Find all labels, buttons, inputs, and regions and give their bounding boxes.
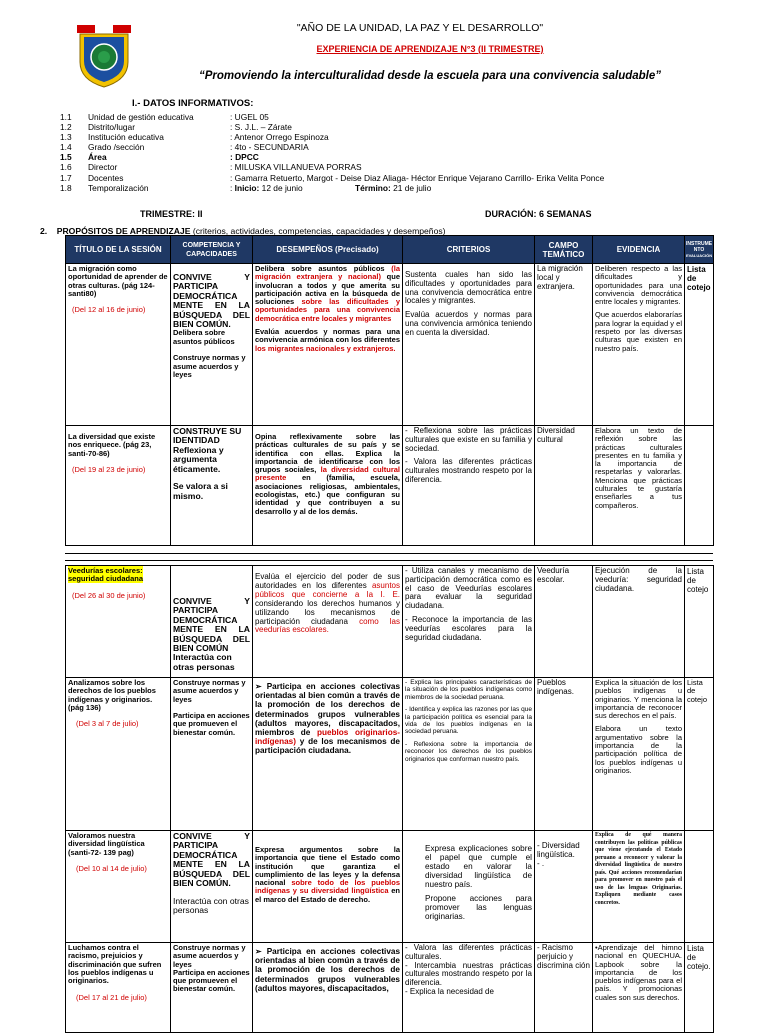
session-title: La diversidad que existe nos enriquece. (pág 23, santi-70-86) xyxy=(68,432,156,458)
competencia: CONVIVE Y PARTICIPA DEMOCRÁTICA MENTE EN LA BÚSQUEDA DEL BIEN COMÚN xyxy=(173,596,250,654)
criterios: - Valora las diferentes prácticas culturales. - Intercambia nuestras prácticas culturales mostrando respeto por la diferencia. - Explica la necesidad de xyxy=(403,943,535,1033)
evidencia: Elabora un texto de reflexión sobre las prácticas culturales presentes en tu familia y la importancia de respetarlas y valorarlas. Menciona que prácticas culturales te gustaría enseñarles a tus compañeros. xyxy=(593,426,685,546)
competencia: CONVIVE Y PARTICIPA DEMOCRÁTICA MENTE EN LA BÚSQUEDA DEL BIEN COMÚN. xyxy=(173,831,250,889)
capacidad: Participa en acciones que promueven el bienestar común. xyxy=(173,711,250,737)
page-break-line xyxy=(65,560,713,561)
header-criterios: CRITERIOS xyxy=(403,236,535,264)
desempeno: Delibera sobre asuntos públicos (la migración extranjera y nacional) que involucran a todos y que amerita su participación activa en la búsqueda de soluciones sobre las dificultades y oportunidades para una convivencia democrática entre locales y migrantes Evalúa acuerdos y normas para una convivencia armónica con los diferentes los migrantes nacionales y extranjeros. xyxy=(253,264,403,426)
table-header-row xyxy=(66,236,714,264)
header-desempenos: DESEMPEÑOS (Precisado) xyxy=(253,236,403,264)
instrumento: Lista de cotejo. xyxy=(685,943,714,1033)
instrumento: Lista de cotejo xyxy=(685,566,714,678)
table-row xyxy=(66,264,714,426)
session-title: La migración como oportunidad de aprender de otras culturas. (pág 124- santi80) xyxy=(68,264,168,298)
learning-purposes-table-1 xyxy=(65,235,714,546)
section-propositos: 2. PROPÓSITOS DE APRENDIZAJE (criterios, actividades, competencias, capacidades y desempeños) xyxy=(40,226,446,236)
session-date: (Del 3 al 7 de julio) xyxy=(76,719,139,729)
competencia: CONVIVE Y PARTICIPA DEMOCRÁTICA MENTE EN LA BÚSQUEDA DEL BIEN COMÚN. xyxy=(173,272,250,330)
instrumento: Lista de cotejo xyxy=(685,264,714,426)
criterios: - Reflexiona sobre las prácticas culturales que existe en su familia y sociedad. - Valora las diferentes prácticas culturales mostrando respeto por la diferencia. xyxy=(403,426,535,546)
evidencia: •Aprendizaje del himno nacional en QUECHUA. Lapbook sobre la importancia de los pueblos indígenas para el país. Y promocionas cuales son sus derechos. xyxy=(593,943,685,1033)
capacidad: Interactúa con otras personas xyxy=(173,652,235,672)
instrumento xyxy=(685,426,714,546)
table-row xyxy=(66,678,714,831)
section-datos-informativos: I.- DATOS INFORMATIVOS: xyxy=(132,98,254,109)
campo-tematico: - Diversidad lingüística. - . xyxy=(535,831,593,943)
session-title: Valoramos nuestra diversidad lingüística (santi-72- 139 pag) xyxy=(68,831,145,857)
session-date: (Del 26 al 30 de junio) xyxy=(72,590,146,600)
main-title: “Promoviendo la interculturalidad desde la escuela para una convivencia saludable” xyxy=(198,70,662,82)
header-competencia: COMPETENCIA Y CAPACIDADES xyxy=(171,236,253,264)
capacidad: Participa en acciones que promueven el bienestar común. xyxy=(173,967,250,994)
session-title: Analizamos sobre los derechos de los pueblos indígenas y originarios. (pág 136) xyxy=(68,678,156,712)
table-row xyxy=(66,831,714,943)
desempeno: ➢ Participa en acciones colectivas orientadas al bien común a través de la promoción de los derechos de determinados grupos vulnerables (adultos mayores, discapacitados, miembros de pueblos originarios- indígenas) y de los mecanismos de participación ciudadana. xyxy=(253,678,403,831)
duracion-label: DURACIÓN: 6 SEMANAS xyxy=(485,209,592,219)
desempeno: Opina reflexivamente sobre las prácticas culturales de su país y se identifica con ellas. Explica la importancia de identificarse con los grupos sociales, la diversidad cultural presente en (familia, escuela, asociaciones religiosas, ambientales, ecologistas, etc.) que configuran su identidad y que contribuyen a su desarrollo y al de los demás. xyxy=(253,426,403,546)
evidencia: Ejecución de la veeduría: seguridad ciudadana. xyxy=(593,566,685,678)
campo-tematico: Diversidad cultural xyxy=(535,426,593,546)
capacidad: Construye normas y asume acuerdos y leyes xyxy=(173,943,246,969)
trimestre-label: TRIMESTRE: II xyxy=(140,209,203,219)
criterios: - Utiliza canales y mecanismo de participación democrática como es el caso de Veedurías escolares para evaluar la seguridad ciudadana. - Reconoce la importancia de las veedurías escolares para la seguridad ciudadana. xyxy=(403,566,535,678)
year-motto: "AÑO DE LA UNIDAD, LA PAZ Y EL DESARROLLO" xyxy=(296,22,544,34)
desempeno: Expresa argumentos sobre la importancia que tiene el Estado como institución que garantiza el cumplimiento de las leyes y la defensa nacional sobre todo de los pueblos indígenas y su diversidad lingüística en el marco del Estado de derecho. xyxy=(253,831,403,943)
page-break-line xyxy=(65,553,713,554)
criterios: Expresa explicaciones sobre el papel que cumple el estado en valorar la diversidad lingüística de nuestro país. Propone acciones para promover las lenguas originarias. xyxy=(403,831,535,943)
capacidad: Construye normas y asume acuerdos y leyes xyxy=(173,353,246,379)
learning-purposes-table-2 xyxy=(65,565,714,1033)
header-evidencia: EVIDENCIA xyxy=(593,236,685,264)
capacidad: Construye normas y asume acuerdos y leyes xyxy=(173,678,246,704)
table-row xyxy=(66,426,714,546)
evidencia: Deliberen respecto a las dificultades y oportunidades para una convivencia democrática entre locales y migrantes. Que acuerdos elaborarías para lograr la equidad y el respeto por las diversas culturas que existen en nuestro país. xyxy=(593,264,685,426)
desempeno: Evalúa el ejercicio del poder de sus autoridades en los diferentes asuntos públicos que concierne a la I. E. considerando los derechos humanos y utilizando los mecanismos de participación ciudadana como las veedurías escolares. xyxy=(253,566,403,678)
capacidad: Reflexiona y argumenta éticamente. xyxy=(173,444,224,474)
instrumento: Lista de cotejo xyxy=(685,678,714,831)
table-row xyxy=(66,943,714,1033)
competencia: CONSTRUYE SU IDENTIDAD xyxy=(173,426,242,446)
table-row xyxy=(66,566,714,678)
session-date: (Del 10 al 14 de julio) xyxy=(76,864,147,874)
criterios: - Explica las principales características de la situación de los pueblos indígenas como miembros de la sociedad peruana. - Identifica y explica las razones por las que la participación política es esencial para la vida de los pueblos indígenas en la sociedad peruana. - Reflexiona sobre la importancia de reconocer los derechos de los pueblos originarios que conforman nuestro país. xyxy=(403,678,535,831)
experience-title: EXPERIENCIA DE APRENDIZAJE N°3 (II TRIMESTRE) xyxy=(316,44,544,54)
session-title: Veedurías escolares: seguridad ciudadana xyxy=(68,566,144,584)
session-title: Luchamos contra el racismo, prejuicios y discriminación que sufren los pueblos indígenas u originarios. xyxy=(68,943,162,986)
evidencia: Explica la situación de los pueblos indígenas u originarios. Y menciona la importancia de reconocer sus derechos en el país. Elabora un texto argumentativo sobre la importancia de la participación política de los pueblos indígenas u originarios. xyxy=(593,678,685,831)
campo-tematico: La migración local y extranjera. xyxy=(535,264,593,426)
campo-tematico: Veeduría escolar. xyxy=(535,566,593,678)
capacidad: Se valora a si mismo. xyxy=(173,481,228,501)
capacidad: Interactúa con otras personas xyxy=(173,895,249,916)
session-date: (Del 17 al 21 de julio) xyxy=(76,992,147,1002)
session-date: (Del 12 al 16 de junio) xyxy=(72,305,146,315)
criterios: Sustenta cuales han sido las dificultades y oportunidades para una convivencia democrática entre locales y migrantes. Evalúa acuerdos y normas para una convivencia armónica teniendo en cuenta la diversidad. xyxy=(403,264,535,426)
desempeno: ➢ Participa en acciones colectivas orientadas al bien común a través de la promoción de los derechos de determinados grupos vulnerables (adultos mayores, discapacitados, xyxy=(253,943,403,1033)
capacidad: Delibera sobre asuntos públicos xyxy=(173,328,235,346)
instrumento xyxy=(685,831,714,943)
campo-tematico: - Racismo perjuicio y discrimina ción xyxy=(535,943,593,1033)
header-instrumento: INSTRUME NTO EVALUACIÓN xyxy=(685,236,714,264)
header-titulo: TÍTULO DE LA SESIÓN xyxy=(66,236,171,264)
evidencia: Explica de qué manera contribuyen las políticas públicas que viene ejecutando el Estado peruano a reconocer y valorar la diversidad lingüística de nuestro país. Qué acciones recomendarían para promover en nuestro país el uso de las lenguas Originarias. Expliquen mediante casos concretos. xyxy=(593,831,685,943)
campo-tematico: Pueblos indígenas. xyxy=(535,678,593,831)
header-campo: CAMPO TEMÁTICO xyxy=(535,236,593,264)
session-date: (Del 19 al 23 de junio) xyxy=(72,465,146,475)
